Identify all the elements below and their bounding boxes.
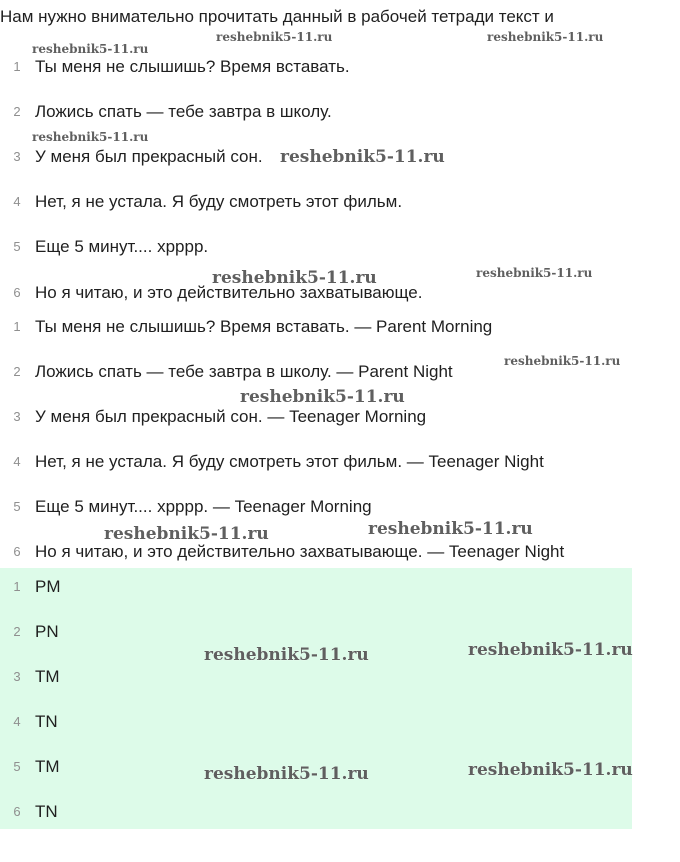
watermark: reshebnik5-11.ru [487,30,604,44]
labeled-sentence-text: Нет, я не устала. Я буду смотреть этот фильм. — Teenager Night [35,452,544,471]
line-number: 3 [13,149,21,164]
labeled-sentence-text: Но я читаю, и это действительно захватывающе. — Teenager Night [35,542,565,561]
line-number: 5 [13,759,21,774]
line-number: 1 [13,319,21,334]
sentence-line [0,235,640,259]
line-number: 6 [13,544,21,559]
line-number: 3 [13,409,21,424]
labeled-sentence-text: Ложись спать — тебе завтра в школу. — Parent Night [35,362,453,381]
line-number: 6 [13,804,21,819]
line-number: 6 [13,285,21,300]
labeled-sentence-line [0,540,640,564]
line-number: 2 [13,624,21,639]
line-number: 1 [13,579,21,594]
watermark: reshebnik5-11.ru [240,387,405,407]
labeled-sentence-line [0,450,640,474]
sentence-text: Нет, я не устала. Я буду смотреть этот фильм. [35,192,403,211]
answer-line [0,575,640,599]
sentence-text: Еще 5 минут.... хрррр. [35,237,209,256]
answer-text: PM [35,577,61,596]
watermark: reshebnik5-11.ru [216,30,333,44]
labeled-sentence-line [0,315,640,339]
answer-line [0,665,640,689]
watermark: reshebnik5-11.ru [32,42,149,56]
watermark: reshebnik5-11.ru [204,645,369,665]
answer-line [0,800,640,824]
labeled-sentence-text: Еще 5 минут.... хрррр. — Teenager Morning [35,497,372,516]
line-number: 5 [13,499,21,514]
answer-text: TN [35,802,58,821]
line-number: 3 [13,669,21,684]
line-number: 4 [13,714,21,729]
sentence-text: Ты меня не слышишь? Время вставать. [35,57,350,76]
watermark: reshebnik5-11.ru [468,760,633,780]
sentence-line [0,100,640,124]
intro-text: Нам нужно внимательно прочитать данный в рабочей тетради текст и [0,7,554,26]
answer-block [0,568,632,829]
watermark: reshebnik5-11.ru [212,268,377,288]
answer-text: TM [35,667,60,686]
sentence-line [0,55,640,79]
watermark: reshebnik5-11.ru [32,130,149,144]
answer-text: TN [35,712,58,731]
answer-text: TM [35,757,60,776]
labeled-sentence-line [0,495,640,519]
watermark: reshebnik5-11.ru [504,354,621,368]
sentence-text: Ложись спать — тебе завтра в школу. [35,102,332,121]
answer-text: PN [35,622,59,641]
watermark: reshebnik5-11.ru [104,524,269,544]
labeled-sentence-text: Ты меня не слышишь? Время вставать. — Parent Morning [35,317,493,336]
watermark: reshebnik5-11.ru [476,266,593,280]
sentence-text: У меня был прекрасный сон. [35,147,263,166]
sentence-text: Но я читаю, и это действительно захватывающе. [35,283,423,302]
watermark: reshebnik5-11.ru [280,147,445,167]
line-number: 4 [13,454,21,469]
sentence-line [0,190,640,214]
labeled-sentence-text: У меня был прекрасный сон. — Teenager Morning [35,407,427,426]
line-number: 5 [13,239,21,254]
line-number: 2 [13,364,21,379]
watermark: reshebnik5-11.ru [468,640,633,660]
labeled-sentence-line [0,405,640,429]
answer-line [0,710,640,734]
line-number: 2 [13,104,21,119]
watermark: reshebnik5-11.ru [368,519,533,539]
watermark: reshebnik5-11.ru [204,764,369,784]
line-number: 4 [13,194,21,209]
line-number: 1 [13,59,21,74]
